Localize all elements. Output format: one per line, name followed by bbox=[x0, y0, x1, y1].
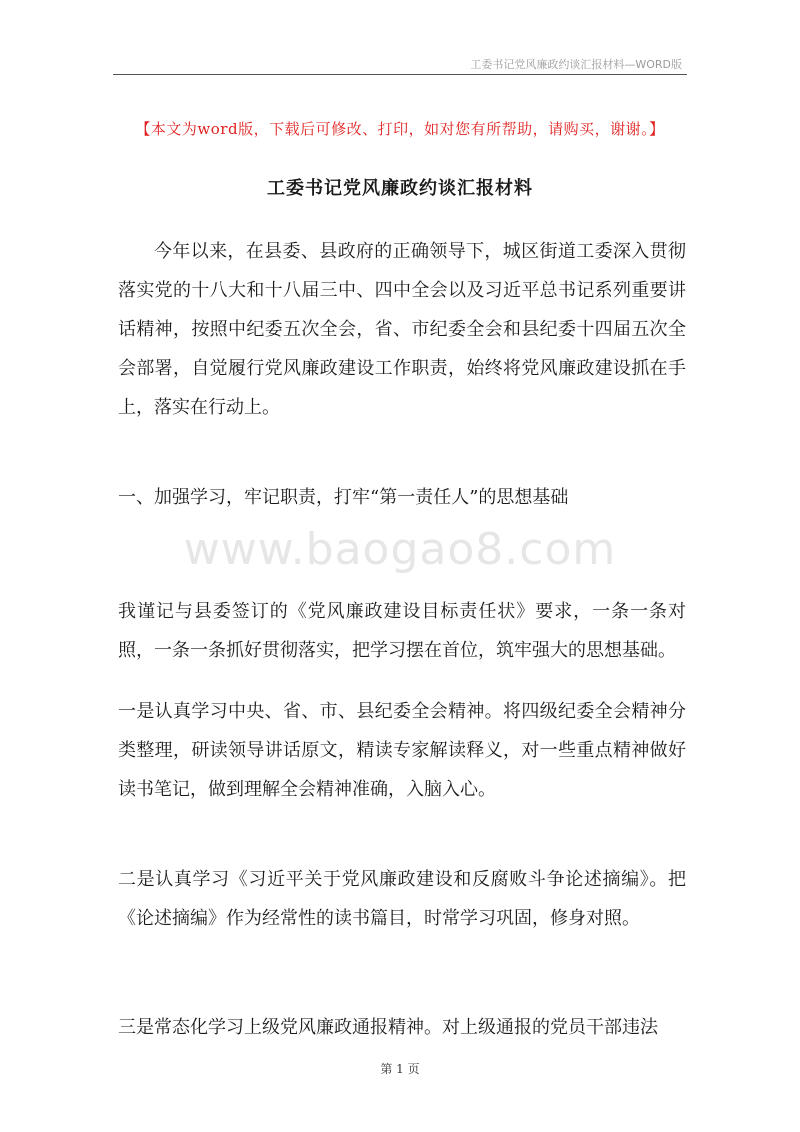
document-title: 工委书记党风廉政约谈汇报材料 bbox=[267, 178, 533, 199]
watermark: www.baogao8.com bbox=[183, 524, 617, 575]
running-header: 工委书记党风廉政约谈汇报材料—WORD版 bbox=[470, 58, 682, 71]
body-paragraph: 二是认真学习《习近平关于党风廉政建设和反腐败斗争论述摘编》。把《论述摘编》作为经常性的读书篇目，时常学习巩固，修身对照。 bbox=[118, 869, 686, 929]
section-heading: 一、加强学习，牢记职责，打牢“第一责任人”的思想基础 bbox=[118, 487, 569, 508]
purchase-notice: 【本文为word版，下载后可修改、打印，如对您有所帮助，请购买，谢谢。】 bbox=[135, 120, 665, 138]
intro-paragraph: 今年以来，在县委、县政府的正确领导下，城区街道工委深入贯彻落实党的十八大和十八届三中、四中全会以及习近平总书记系列重要讲话精神，按照中纪委五次全会，省、市纪委全会和县纪委十四届五次全会部署，自觉履行党风廉政建设工作职责，始终将党风廉政建设抓在手上，落实在行动上。 bbox=[118, 241, 686, 418]
body-paragraph: 三是常态化学习上级党风廉政通报精神。对上级通报的党员干部违法 bbox=[118, 1017, 658, 1038]
header-divider bbox=[113, 74, 687, 75]
page-number: 第 1 页 bbox=[380, 1062, 420, 1076]
body-paragraph: 一是认真学习中央、省、市、县纪委全会精神。将四级纪委全会精神分类整理，研读领导讲话原文，精读专家解读释义，对一些重点精神做好读书笔记，做到理解全会精神准确，入脑入心。 bbox=[118, 701, 686, 800]
body-paragraph: 我谨记与县委签订的《党风廉政建设目标责任状》要求，一条一条对照，一条一条抓好贯彻落实，把学习摆在首位，筑牢强大的思想基础。 bbox=[118, 601, 686, 661]
